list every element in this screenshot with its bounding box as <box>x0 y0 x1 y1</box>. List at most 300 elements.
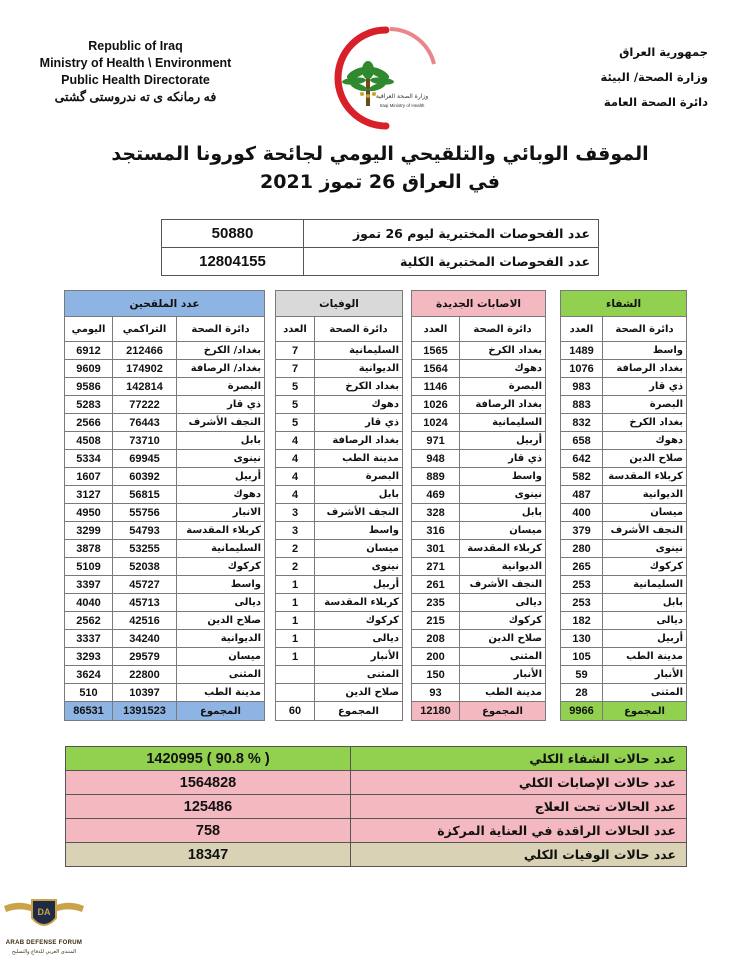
deaths-row-name: النجف الأشرف <box>315 504 403 522</box>
vaccinated-row-name: البصرة <box>177 378 265 396</box>
header-en-line-1: Republic of Iraq <box>88 39 183 53</box>
deaths-row-name: بغداد الرصافة <box>315 432 403 450</box>
deaths-row <box>276 612 403 630</box>
deaths-row <box>276 342 403 360</box>
deaths-table <box>275 290 403 721</box>
vaccinated-row <box>65 414 265 432</box>
recovery-row <box>561 612 687 630</box>
cases-row <box>412 342 546 360</box>
vaccinated-row-cumulative: 22800 <box>113 666 177 684</box>
vaccinated-row-cumulative: 42516 <box>113 612 177 630</box>
vaccinated-col-daily: اليومي <box>65 317 113 342</box>
recovery-row-count: 658 <box>561 432 603 450</box>
vaccinated-row-cumulative: 77222 <box>113 396 177 414</box>
vaccinated-row <box>65 504 265 522</box>
deaths-row <box>276 648 403 666</box>
vaccinated-row-daily: 5109 <box>65 558 113 576</box>
cases-row-count: 150 <box>412 666 460 684</box>
deaths-total-row <box>276 702 403 721</box>
deaths-row <box>276 468 403 486</box>
deaths-row-count: 2 <box>276 540 315 558</box>
vaccinated-row-cumulative: 60392 <box>113 468 177 486</box>
vaccinated-row-cumulative: 56815 <box>113 486 177 504</box>
deaths-row <box>276 432 403 450</box>
recovery-row-name: صلاح الدين <box>603 450 687 468</box>
summary-row <box>66 795 687 819</box>
cases-title: الاصابات الجديدة <box>412 291 546 317</box>
vaccinated-row <box>65 558 265 576</box>
vaccinated-total-daily: 86531 <box>65 702 113 721</box>
deaths-row <box>276 666 403 684</box>
summary-value: 1420995 ( 90.8 % ) <box>66 747 351 771</box>
header-ar-line-2: وزارة الصحة/ البيئة <box>600 70 708 84</box>
recovery-row-count: 400 <box>561 504 603 522</box>
deaths-row-count <box>276 684 315 702</box>
vaccinated-row-daily: 2562 <box>65 612 113 630</box>
svg-text:DA: DA <box>37 907 51 917</box>
cases-row-count: 889 <box>412 468 460 486</box>
cases-row-count: 1564 <box>412 360 460 378</box>
recovery-row-count: 280 <box>561 540 603 558</box>
cases-row <box>412 630 546 648</box>
recovery-row <box>561 432 687 450</box>
summary-value: 125486 <box>66 795 351 819</box>
recovery-total-value: 9966 <box>561 702 603 721</box>
report-title-line-2: في العراق 26 تموز 2021 <box>260 171 500 193</box>
vaccinated-row-name: السليمانية <box>177 540 265 558</box>
vaccinated-title: عدد الملقحين <box>65 291 265 317</box>
cases-row-count: 316 <box>412 522 460 540</box>
deaths-row <box>276 558 403 576</box>
header-en-line-4: فه رمانكه ى ته ندروستى گشتى <box>54 90 217 104</box>
tests-table <box>161 219 599 276</box>
vaccinated-row <box>65 648 265 666</box>
deaths-row <box>276 360 403 378</box>
recovery-row <box>561 648 687 666</box>
cases-row-count: 1565 <box>412 342 460 360</box>
cases-row-count: 200 <box>412 648 460 666</box>
vaccinated-row-cumulative: 10397 <box>113 684 177 702</box>
vaccinated-row-cumulative: 73710 <box>113 432 177 450</box>
deaths-col-name: دائرة الصحة <box>315 317 403 342</box>
vaccinated-row <box>65 432 265 450</box>
logo-arabic-text: وزارة الصحة العراقية <box>375 93 429 100</box>
vaccinated-row <box>65 576 265 594</box>
recovery-row <box>561 504 687 522</box>
ministry-logo <box>312 24 442 132</box>
cases-row-count: 469 <box>412 486 460 504</box>
recovery-row <box>561 666 687 684</box>
vaccinated-total-row <box>65 702 265 721</box>
cases-row-count: 261 <box>412 576 460 594</box>
vaccinated-body <box>65 291 265 721</box>
tests-total-label: عدد الفحوصات المختبرية الكلية <box>304 248 599 276</box>
cases-row-name: مدينة الطب <box>460 684 546 702</box>
vaccinated-row <box>65 378 265 396</box>
recovery-row <box>561 396 687 414</box>
deaths-row <box>276 414 403 432</box>
vaccinated-row-daily: 6912 <box>65 342 113 360</box>
recovery-row-name: الأنبار <box>603 666 687 684</box>
deaths-row <box>276 378 403 396</box>
tests-total-value: 12804155 <box>162 248 304 276</box>
recovery-row <box>561 468 687 486</box>
vaccinated-row-daily: 3299 <box>65 522 113 540</box>
cases-row-name: السليمانية <box>460 414 546 432</box>
cases-row-name: كربلاء المقدسة <box>460 540 546 558</box>
cases-row <box>412 666 546 684</box>
deaths-row-name: المثنى <box>315 666 403 684</box>
vaccinated-row-name: المثنى <box>177 666 265 684</box>
deaths-row <box>276 450 403 468</box>
vaccinated-row-daily: 3624 <box>65 666 113 684</box>
vaccinated-row <box>65 342 265 360</box>
deaths-total-label: المجموع <box>315 702 403 721</box>
recovery-row-count: 265 <box>561 558 603 576</box>
deaths-total-value: 60 <box>276 702 315 721</box>
cases-row-count: 1146 <box>412 378 460 396</box>
deaths-row-name: أربيل <box>315 576 403 594</box>
vaccinated-row-daily: 3878 <box>65 540 113 558</box>
cases-row-name: المثنى <box>460 648 546 666</box>
cases-row <box>412 558 546 576</box>
header-en-line-3: Public Health Directorate <box>61 73 210 87</box>
recovery-row-name: الديوانية <box>603 486 687 504</box>
recovery-row-count: 1489 <box>561 342 603 360</box>
vaccinated-row-cumulative: 142814 <box>113 378 177 396</box>
cases-row-name: بغداد الرصافة <box>460 396 546 414</box>
deaths-row-count: 2 <box>276 558 315 576</box>
vaccinated-row <box>65 360 265 378</box>
summary-value: 758 <box>66 819 351 843</box>
cases-row <box>412 486 546 504</box>
vaccinated-row-name: بغداد/ الكرخ <box>177 342 265 360</box>
cases-row <box>412 450 546 468</box>
deaths-row <box>276 594 403 612</box>
recovery-row <box>561 684 687 702</box>
vaccinated-row <box>65 630 265 648</box>
recovery-row-name: بغداد الكرخ <box>603 414 687 432</box>
summary-row <box>66 819 687 843</box>
recovery-row-name: ميسان <box>603 504 687 522</box>
summary-label: عدد الحالات تحت العلاج <box>351 795 687 819</box>
recovery-row <box>561 360 687 378</box>
cases-row-count: 301 <box>412 540 460 558</box>
deaths-body <box>276 291 403 721</box>
cases-row-name: النجف الأشرف <box>460 576 546 594</box>
cases-row-count: 93 <box>412 684 460 702</box>
watermark-text-ar: المنتدى العربي للدفاع والتسليح <box>11 949 77 955</box>
cases-row-name: بابل <box>460 504 546 522</box>
cases-row <box>412 504 546 522</box>
deaths-row <box>276 540 403 558</box>
vaccinated-row-name: مدينة الطب <box>177 684 265 702</box>
deaths-row-name: ميسان <box>315 540 403 558</box>
cases-row-name: أربيل <box>460 432 546 450</box>
vaccinated-row-daily: 4040 <box>65 594 113 612</box>
summary-value: 18347 <box>66 843 351 867</box>
vaccinated-row-daily: 4508 <box>65 432 113 450</box>
cases-row <box>412 612 546 630</box>
recovery-row-name: أربيل <box>603 630 687 648</box>
vaccinated-row-name: الديوانية <box>177 630 265 648</box>
vaccinated-row-name: بغداد/ الرصافة <box>177 360 265 378</box>
watermark-logo <box>2 886 86 958</box>
vaccinated-row-daily: 1607 <box>65 468 113 486</box>
cases-total-label: المجموع <box>460 702 546 721</box>
recovery-row-count: 28 <box>561 684 603 702</box>
cases-row-count: 215 <box>412 612 460 630</box>
vaccinated-row-cumulative: 52038 <box>113 558 177 576</box>
report-title <box>80 140 680 196</box>
recovery-row <box>561 414 687 432</box>
deaths-row <box>276 684 403 702</box>
recovery-row-count: 182 <box>561 612 603 630</box>
recovery-row-name: المثنى <box>603 684 687 702</box>
vaccinated-row-daily: 9586 <box>65 378 113 396</box>
vaccinated-row-name: صلاح الدين <box>177 612 265 630</box>
deaths-row-name: الديوانية <box>315 360 403 378</box>
deaths-row-name: كركوك <box>315 612 403 630</box>
cases-row-name: الديوانية <box>460 558 546 576</box>
deaths-row <box>276 576 403 594</box>
cases-row-name: ديالى <box>460 594 546 612</box>
deaths-row-name: بابل <box>315 486 403 504</box>
deaths-row <box>276 522 403 540</box>
deaths-row <box>276 396 403 414</box>
deaths-row-count: 3 <box>276 504 315 522</box>
vaccinated-col-cum: التراكمي <box>113 317 177 342</box>
cases-row <box>412 540 546 558</box>
vaccinated-row <box>65 486 265 504</box>
header-arabic <box>538 40 708 115</box>
cases-col-name: دائرة الصحة <box>460 317 546 342</box>
cases-row <box>412 522 546 540</box>
recovery-total-label: المجموع <box>603 702 687 721</box>
deaths-row-name: واسط <box>315 522 403 540</box>
cases-row-count: 1024 <box>412 414 460 432</box>
vaccinated-row <box>65 396 265 414</box>
deaths-row-count: 1 <box>276 576 315 594</box>
cases-row-name: الأنبار <box>460 666 546 684</box>
recovery-row-count: 253 <box>561 594 603 612</box>
cases-row-count: 1026 <box>412 396 460 414</box>
recovery-row <box>561 630 687 648</box>
deaths-title: الوفيات <box>276 291 403 317</box>
tests-total-row <box>162 248 599 276</box>
cases-row-name: ذي قار <box>460 450 546 468</box>
vaccinated-row-cumulative: 45713 <box>113 594 177 612</box>
cases-row-name: ميسان <box>460 522 546 540</box>
deaths-row-count: 5 <box>276 378 315 396</box>
cases-body <box>412 291 546 721</box>
vaccinated-row-name: ذي قار <box>177 396 265 414</box>
vaccinated-row-daily: 2566 <box>65 414 113 432</box>
deaths-row <box>276 630 403 648</box>
vaccinated-row-name: كربلاء المقدسة <box>177 522 265 540</box>
summary-label: عدد حالات الشفاء الكلي <box>351 747 687 771</box>
recovery-row <box>561 378 687 396</box>
recovery-row-name: كربلاء المقدسة <box>603 468 687 486</box>
deaths-row-count: 1 <box>276 594 315 612</box>
vaccinated-row <box>65 594 265 612</box>
deaths-row-name: بغداد الكرخ <box>315 378 403 396</box>
deaths-row-name: البصرة <box>315 468 403 486</box>
cases-row-name: البصرة <box>460 378 546 396</box>
recovery-row-name: النجف الأشرف <box>603 522 687 540</box>
deaths-row-count: 7 <box>276 342 315 360</box>
vaccinated-row <box>65 468 265 486</box>
deaths-row-name: كربلاء المقدسة <box>315 594 403 612</box>
deaths-row-name: دهوك <box>315 396 403 414</box>
recovery-col-count: العدد <box>561 317 603 342</box>
deaths-row-count: 1 <box>276 648 315 666</box>
deaths-row-count <box>276 666 315 684</box>
header-en-line-2: Ministry of Health \ Environment <box>39 56 232 70</box>
vaccinated-row-daily: 510 <box>65 684 113 702</box>
deaths-row-count: 5 <box>276 396 315 414</box>
vaccinated-row-daily: 3293 <box>65 648 113 666</box>
recovery-row-name: كركوك <box>603 558 687 576</box>
vaccinated-row <box>65 522 265 540</box>
recovery-row-name: نينوى <box>603 540 687 558</box>
cases-row <box>412 414 546 432</box>
cases-row-count: 235 <box>412 594 460 612</box>
vaccinated-row-name: أربيل <box>177 468 265 486</box>
vaccinated-row-cumulative: 54793 <box>113 522 177 540</box>
deaths-row-name: نينوى <box>315 558 403 576</box>
cases-table <box>411 290 546 721</box>
deaths-row-count: 4 <box>276 450 315 468</box>
deaths-row-count: 3 <box>276 522 315 540</box>
vaccinated-row-cumulative: 212466 <box>113 342 177 360</box>
cases-total-value: 12180 <box>412 702 460 721</box>
vaccinated-row <box>65 666 265 684</box>
recovery-row-name: السليمانية <box>603 576 687 594</box>
cases-row-name: صلاح الدين <box>460 630 546 648</box>
recovery-row-count: 379 <box>561 522 603 540</box>
header-ar-line-1: جمهورية العراق <box>619 45 708 59</box>
recovery-row-count: 983 <box>561 378 603 396</box>
recovery-row-name: بغداد الرصافة <box>603 360 687 378</box>
logo-english-text: Iraqi Ministry of Health <box>379 103 425 108</box>
vaccinated-row <box>65 612 265 630</box>
vaccinated-row-name: نينوى <box>177 450 265 468</box>
recovery-row <box>561 486 687 504</box>
recovery-row-name: دهوك <box>603 432 687 450</box>
recovery-row-name: ديالى <box>603 612 687 630</box>
deaths-row-count: 4 <box>276 432 315 450</box>
recovery-body <box>561 291 687 721</box>
deaths-row-name: ذي قار <box>315 414 403 432</box>
vaccinated-row-name: كركوك <box>177 558 265 576</box>
cases-row-name: واسط <box>460 468 546 486</box>
vaccinated-total-cumulative: 1391523 <box>113 702 177 721</box>
vaccinated-row <box>65 540 265 558</box>
vaccinated-row-name: دهوك <box>177 486 265 504</box>
deaths-col-count: العدد <box>276 317 315 342</box>
deaths-row-count: 1 <box>276 612 315 630</box>
cases-row-count: 971 <box>412 432 460 450</box>
summary-row <box>66 771 687 795</box>
summary-table <box>65 746 687 867</box>
recovery-title: الشفاء <box>561 291 687 317</box>
vaccinated-row-daily: 3127 <box>65 486 113 504</box>
summary-label: عدد حالات الوفيات الكلي <box>351 843 687 867</box>
summary-row <box>66 843 687 867</box>
vaccinated-row-name: ميسان <box>177 648 265 666</box>
recovery-row <box>561 540 687 558</box>
cases-row-name: دهوك <box>460 360 546 378</box>
recovery-row <box>561 450 687 468</box>
recovery-row-count: 1076 <box>561 360 603 378</box>
recovery-row-count: 642 <box>561 450 603 468</box>
recovery-row-count: 582 <box>561 468 603 486</box>
vaccinated-row-cumulative: 174902 <box>113 360 177 378</box>
vaccinated-row-name: النجف الأشرف <box>177 414 265 432</box>
tests-daily-value: 50880 <box>162 220 304 248</box>
vaccinated-row-cumulative: 69945 <box>113 450 177 468</box>
cases-row-name: نينوى <box>460 486 546 504</box>
deaths-row-name: الأنبار <box>315 648 403 666</box>
recovery-table <box>560 290 687 721</box>
cases-row-count: 328 <box>412 504 460 522</box>
deaths-row <box>276 504 403 522</box>
cases-row <box>412 648 546 666</box>
cases-row <box>412 684 546 702</box>
tests-daily-label: عدد الفحوصات المختبرية ليوم 26 تموز <box>304 220 599 248</box>
vaccinated-row-name: الانبار <box>177 504 265 522</box>
recovery-total-row <box>561 702 687 721</box>
vaccinated-row-cumulative: 53255 <box>113 540 177 558</box>
deaths-row-count: 4 <box>276 468 315 486</box>
deaths-row-name: ديالى <box>315 630 403 648</box>
deaths-row-count: 4 <box>276 486 315 504</box>
watermark-text-en: ARAB DEFENSE FORUM <box>5 940 83 946</box>
recovery-row-count: 832 <box>561 414 603 432</box>
recovery-row-count: 130 <box>561 630 603 648</box>
vaccinated-total-label: المجموع <box>177 702 265 721</box>
recovery-row-name: مدينة الطب <box>603 648 687 666</box>
recovery-row-name: واسط <box>603 342 687 360</box>
summary-body <box>66 747 687 867</box>
header-ar-line-3: دائرة الصحة العامة <box>603 95 708 109</box>
recovery-row-count: 105 <box>561 648 603 666</box>
vaccinated-row-name: واسط <box>177 576 265 594</box>
summary-value: 1564828 <box>66 771 351 795</box>
recovery-row <box>561 558 687 576</box>
cases-row-count: 948 <box>412 450 460 468</box>
cases-row <box>412 432 546 450</box>
vaccinated-row-daily: 9609 <box>65 360 113 378</box>
header-english <box>28 38 243 106</box>
cases-row <box>412 378 546 396</box>
vaccinated-row-daily: 3397 <box>65 576 113 594</box>
recovery-row-name: ذي قار <box>603 378 687 396</box>
deaths-row <box>276 486 403 504</box>
cases-row <box>412 468 546 486</box>
summary-label: عدد حالات الإصابات الكلي <box>351 771 687 795</box>
vaccinated-table <box>64 290 265 721</box>
vaccinated-row-daily: 5334 <box>65 450 113 468</box>
vaccinated-row-cumulative: 45727 <box>113 576 177 594</box>
vaccinated-col-name: دائرة الصحة <box>177 317 265 342</box>
cases-col-count: العدد <box>412 317 460 342</box>
recovery-row-name: بابل <box>603 594 687 612</box>
cases-row-count: 208 <box>412 630 460 648</box>
cases-row-name: كركوك <box>460 612 546 630</box>
deaths-row-name: صلاح الدين <box>315 684 403 702</box>
